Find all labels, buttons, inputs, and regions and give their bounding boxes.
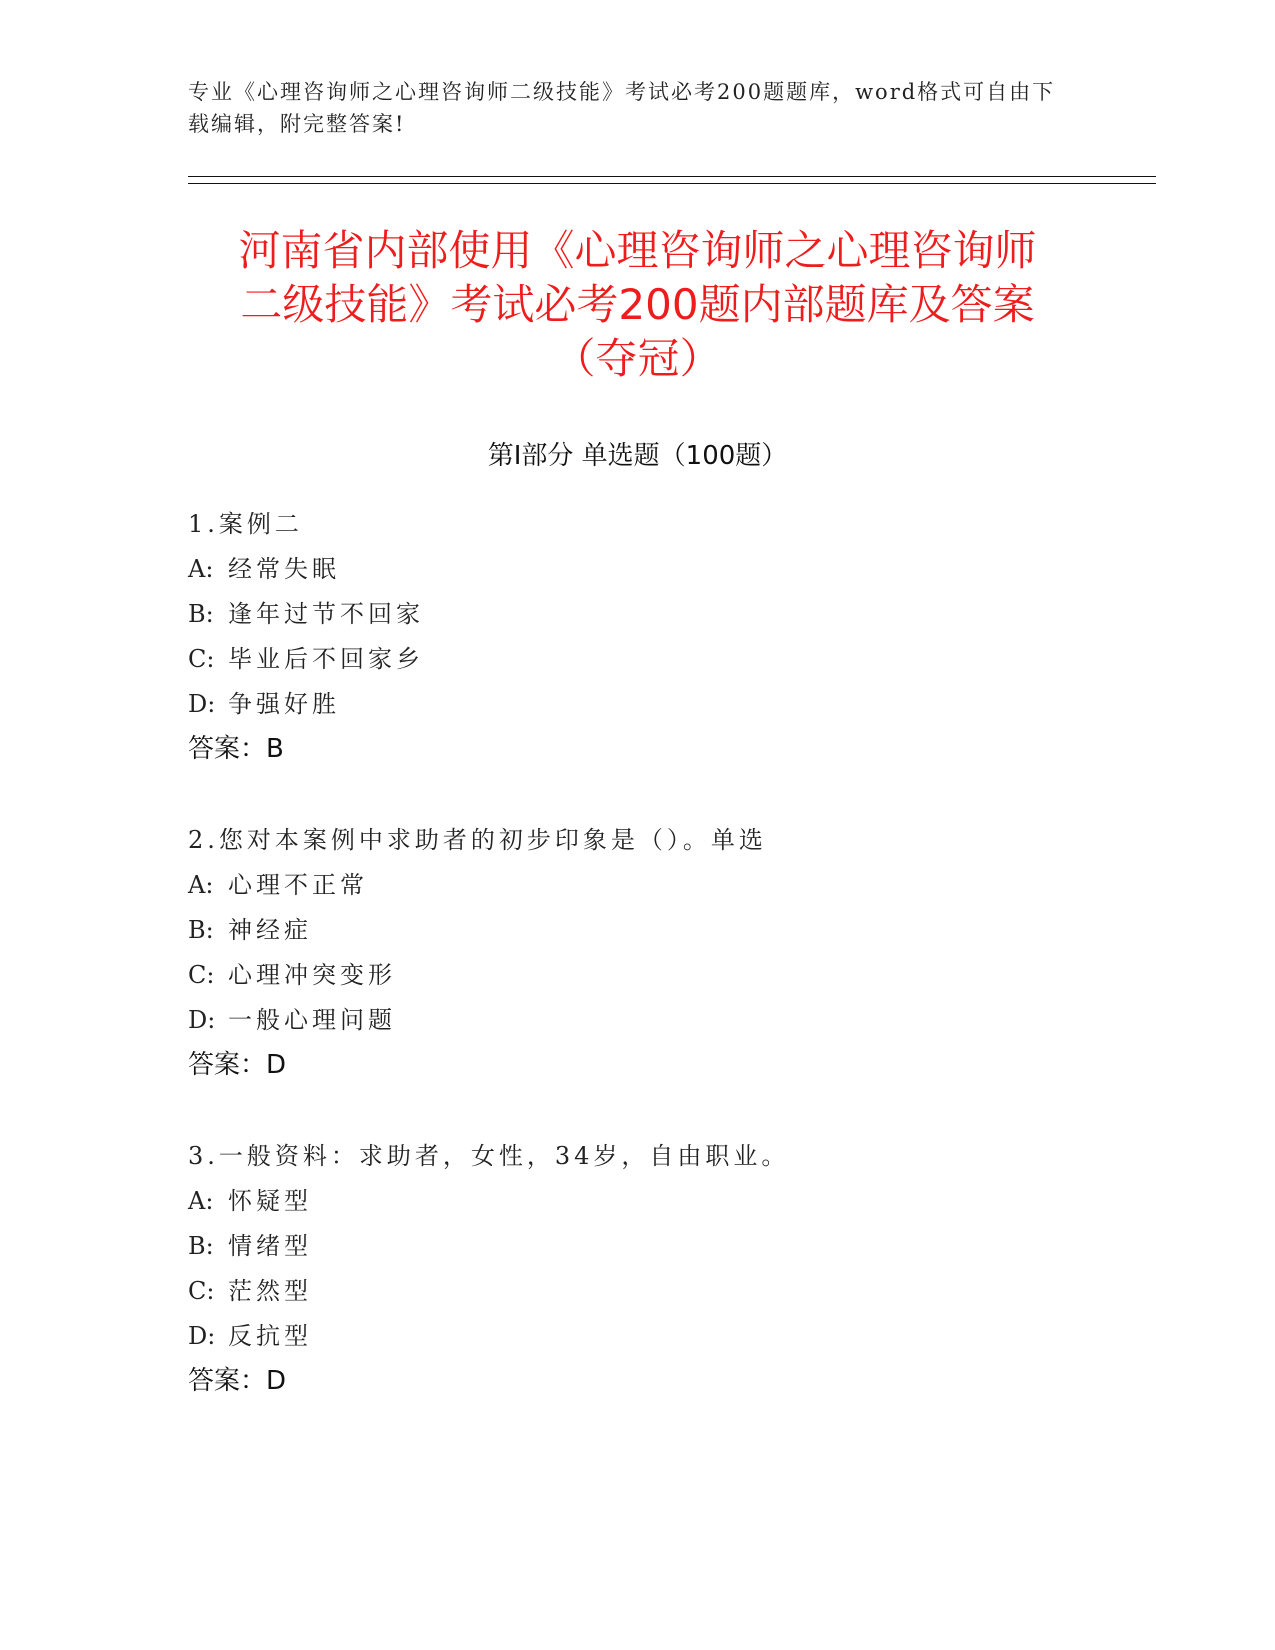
option-text: 心理不正常 bbox=[228, 871, 368, 899]
option-a bbox=[188, 547, 1088, 592]
answer-line: 答案：B bbox=[188, 734, 284, 764]
option-letter: C: bbox=[188, 645, 215, 673]
question-stem: 3.一般资料：求助者，女性，34岁，自由职业。 bbox=[188, 1142, 790, 1170]
option-text: 毕业后不回家乡 bbox=[228, 645, 424, 673]
answer-line: 答案：D bbox=[188, 1366, 287, 1396]
option-d bbox=[188, 998, 1088, 1043]
option-d bbox=[188, 682, 1088, 727]
option-c bbox=[188, 953, 1088, 998]
option-text: 逢年过节不回家 bbox=[228, 600, 424, 628]
title-line-2: 二级技能》考试必考200题内部题库及答案 bbox=[240, 280, 1035, 329]
option-a bbox=[188, 1179, 1088, 1224]
document-title bbox=[160, 224, 1115, 386]
option-text: 心理冲突变形 bbox=[228, 961, 396, 989]
option-letter: C: bbox=[188, 961, 215, 989]
option-letter: A: bbox=[188, 1187, 214, 1215]
option-a bbox=[188, 863, 1088, 908]
option-text: 神经症 bbox=[228, 916, 312, 944]
option-b bbox=[188, 1224, 1088, 1269]
title-line-3: （夺冠） bbox=[553, 334, 722, 383]
question-block bbox=[188, 1134, 1088, 1404]
header-divider-top bbox=[188, 176, 1156, 177]
option-letter: D: bbox=[188, 1322, 216, 1350]
option-text: 争强好胜 bbox=[228, 690, 340, 718]
question-stem: 1.案例二 bbox=[188, 510, 303, 538]
option-letter: C: bbox=[188, 1277, 215, 1305]
option-d bbox=[188, 1314, 1088, 1359]
option-text: 经常失眠 bbox=[228, 555, 340, 583]
option-c bbox=[188, 637, 1088, 682]
option-b bbox=[188, 908, 1088, 953]
option-letter: D: bbox=[188, 1006, 216, 1034]
question-block bbox=[188, 502, 1088, 772]
option-text: 情绪型 bbox=[228, 1232, 312, 1260]
option-letter: B: bbox=[188, 916, 214, 944]
option-letter: B: bbox=[188, 1232, 214, 1260]
document-intro-text: 专业《心理咨询师之心理咨询师二级技能》考试必考200题题库，word格式可自由下载编辑，附完整答案! bbox=[188, 80, 1056, 136]
option-text: 反抗型 bbox=[228, 1322, 312, 1350]
option-b bbox=[188, 592, 1088, 637]
option-letter: D: bbox=[188, 690, 216, 718]
option-c bbox=[188, 1269, 1088, 1314]
question-stem: 2.您对本案例中求助者的初步印象是（）。单选 bbox=[188, 826, 767, 854]
answer-line: 答案：D bbox=[188, 1050, 287, 1080]
question-block bbox=[188, 818, 1088, 1088]
option-text: 怀疑型 bbox=[228, 1187, 312, 1215]
option-letter: B: bbox=[188, 600, 214, 628]
option-text: 茫然型 bbox=[228, 1277, 312, 1305]
option-text: 一般心理问题 bbox=[228, 1006, 396, 1034]
option-letter: A: bbox=[188, 871, 214, 899]
option-letter: A: bbox=[188, 555, 214, 583]
header-divider-bottom bbox=[188, 183, 1156, 184]
title-line-1: 河南省内部使用《心理咨询师之心理咨询师 bbox=[238, 226, 1037, 275]
section-heading: 第I部分 单选题（100题） bbox=[487, 441, 788, 471]
